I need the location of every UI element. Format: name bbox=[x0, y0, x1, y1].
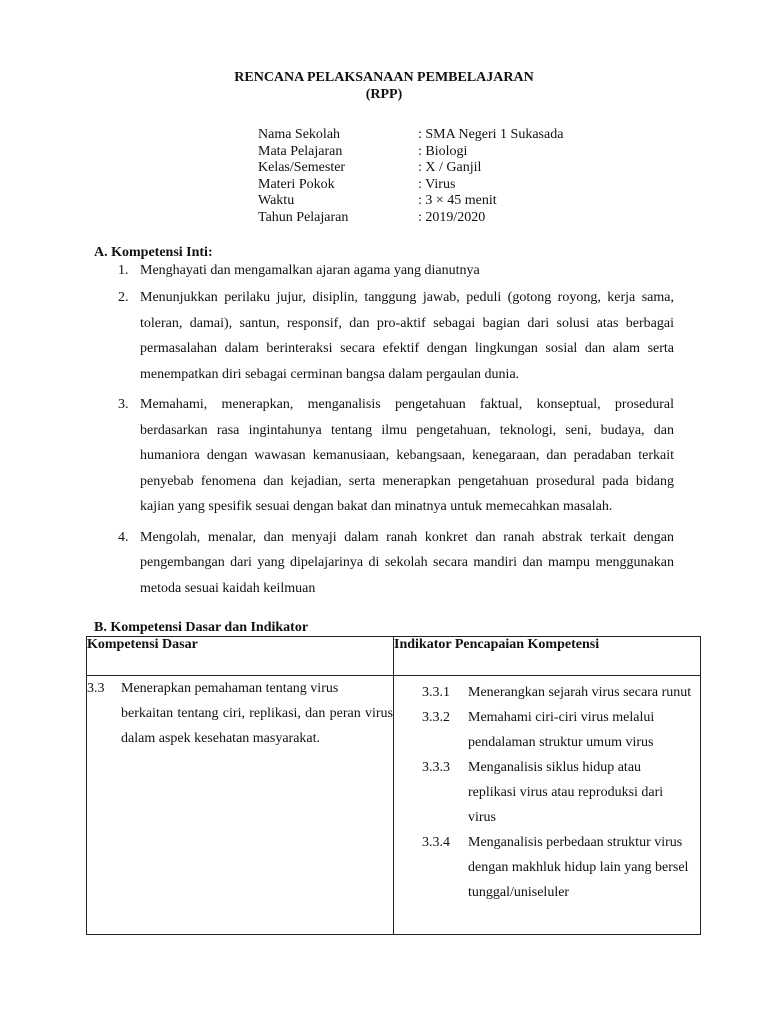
list-item bbox=[118, 261, 674, 280]
identity-value: : 2019/2020 bbox=[418, 209, 486, 225]
indicator-cell bbox=[394, 676, 701, 935]
identity-row-class bbox=[258, 160, 563, 177]
identity-row-subject bbox=[258, 144, 563, 161]
identity-label: Mata Pelajaran bbox=[258, 143, 343, 159]
identity-row-school bbox=[258, 127, 563, 144]
identity-row-topic bbox=[258, 177, 563, 194]
list-item bbox=[422, 830, 700, 905]
identity-value: : 3 × 45 menit bbox=[418, 193, 497, 208]
list-text: Menunjukkan perilaku jujur, disiplin, tanggung jawab, peduli (gotong royong, kerja sama, toleran, damai), santun, responsif, dan pro-aktif sebagai bagian dari solusi atas berbagai permasalahan dalam berinteraksi secara efektif dengan lingkungan sosial dan alam serta menempatkan diri sebagai cerminan bangsa dalam pergaulan dunia. bbox=[140, 290, 674, 382]
table-header-row bbox=[87, 637, 701, 676]
basic-competency-text: Menerapkan pemahaman tentang virus bbox=[121, 681, 339, 696]
list-text: Memahami, menerapkan, menganalisis pengetahuan faktual, konseptual, prosedural berdasarkan rasa ingintahunya tentang ilmu pengetahuan, teknologi, seni, budaya, dan humaniora dengan wawasan kemanusiaan, kebangsaan, kenegaraan, dan peradaban terkait penyebab fenomena dan kejadian, serta menerapkan pengetahuan prosedural pada bidang kajian yang spesifik sesuai dengan bakat dan minatnya untuk memecahkan masalah. bbox=[140, 397, 674, 514]
indicator-text: Menganalisis siklus hidup atau replikasi virus atau reproduksi dari virus bbox=[468, 760, 664, 825]
column-header-indicator: Indikator Pencapaian Kompetensi bbox=[394, 637, 701, 676]
list-number: 2. bbox=[118, 290, 129, 305]
list-text: Menghayati dan mengamalkan ajaran agama yang dianutnya bbox=[140, 263, 480, 278]
basic-competency-first-line bbox=[87, 676, 393, 701]
indicator-code: 3.3.3 bbox=[422, 760, 450, 775]
list-item bbox=[422, 755, 700, 830]
identity-label: Materi Pokok bbox=[258, 176, 335, 192]
basic-competency-text-continued: berkaitan tentang ciri, replikasi, dan peran virus dalam aspek kesehatan masyarakat. bbox=[121, 706, 393, 746]
identity-label: Tahun Pelajaran bbox=[258, 209, 349, 225]
indicator-list bbox=[394, 676, 700, 905]
identity-label: Kelas/Semester bbox=[258, 160, 346, 175]
core-competency-list bbox=[118, 261, 674, 606]
list-number: 4. bbox=[118, 529, 129, 545]
identity-value: : SMA Negeri 1 Sukasada bbox=[418, 127, 564, 142]
column-header-basic-competency: Kompetensi Dasar bbox=[87, 637, 394, 676]
list-number: 3. bbox=[118, 397, 129, 412]
identity-value: : Biologi bbox=[418, 143, 468, 159]
indicator-text: Memahami ciri-ciri virus melalui pendalaman struktur umum virus bbox=[468, 710, 655, 750]
list-item bbox=[422, 705, 700, 755]
identity-value: : Virus bbox=[418, 176, 456, 192]
identity-block bbox=[258, 127, 563, 226]
list-item bbox=[118, 525, 674, 602]
indicator-text: Menganalisis perbedaan struktur virus dengan makhluk hidup lain yang bersel tunggal/uniseluler bbox=[468, 835, 689, 900]
table-row bbox=[87, 676, 701, 935]
document-title: RENCANA PELAKSANAAN PEMBELAJARAN bbox=[234, 70, 534, 85]
section-b-heading: B. Kompetensi Dasar dan Indikator bbox=[94, 620, 309, 635]
identity-label: Nama Sekolah bbox=[258, 127, 341, 142]
section-a-heading: A. Kompetensi Inti: bbox=[94, 245, 213, 260]
list-item bbox=[118, 392, 674, 520]
list-item bbox=[422, 680, 700, 705]
identity-row-time bbox=[258, 193, 563, 210]
identity-value: : X / Ganjil bbox=[418, 160, 482, 175]
list-text: Mengolah, menalar, dan menyaji dalam ranah konkret dan ranah abstrak terkait dengan pengembangan dari yang dipelajarinya di sekolah secara mandiri dan mampu menggunakan metoda sesuai kaidah keilmuan bbox=[140, 529, 674, 596]
identity-row-year bbox=[258, 210, 563, 227]
document-subtitle: (RPP) bbox=[365, 87, 403, 102]
list-item bbox=[118, 285, 674, 387]
list-number: 1. bbox=[118, 263, 129, 278]
basic-competency-code: 3.3 bbox=[87, 681, 105, 696]
identity-label: Waktu bbox=[258, 193, 295, 208]
competency-table bbox=[86, 636, 701, 935]
indicator-code: 3.3.1 bbox=[422, 685, 450, 700]
indicator-text: Menerangkan sejarah virus secara runut bbox=[468, 685, 692, 700]
indicator-code: 3.3.4 bbox=[422, 835, 450, 850]
basic-competency-cell bbox=[87, 676, 394, 935]
indicator-code: 3.3.2 bbox=[422, 710, 450, 725]
